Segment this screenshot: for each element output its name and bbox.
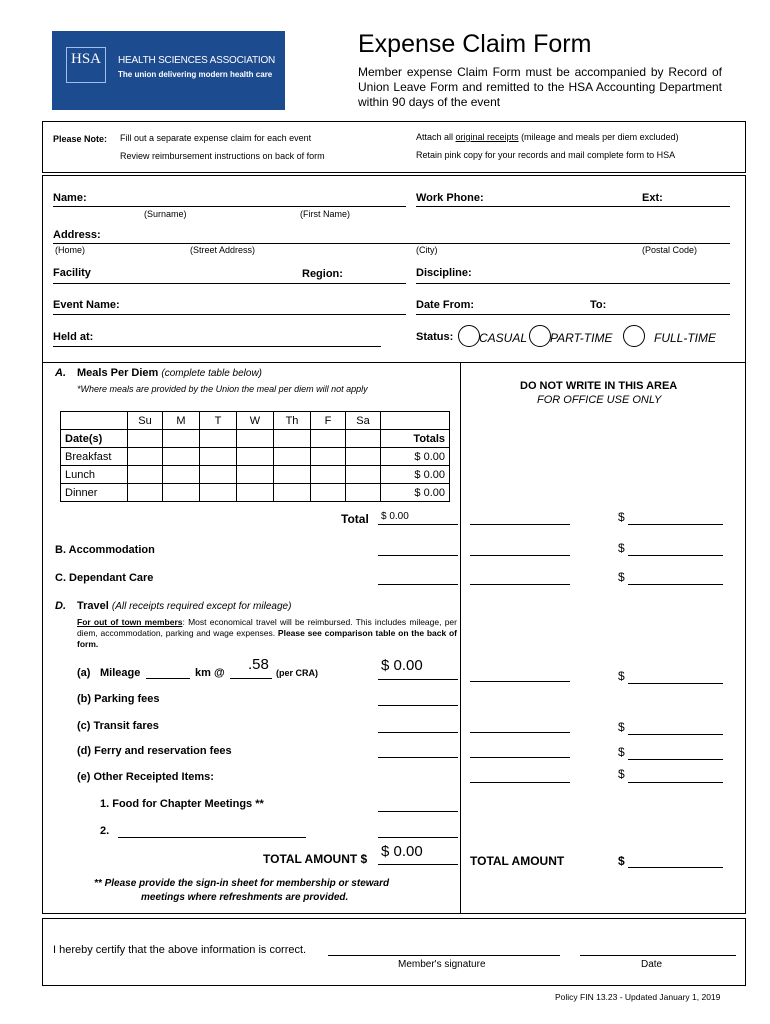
- office-warning: DO NOT WRITE IN THIS AREA: [520, 380, 678, 392]
- office-mileage-dollar: $: [618, 669, 625, 683]
- meal-cell[interactable]: [128, 484, 163, 502]
- office-total-label: TOTAL AMOUNT: [470, 854, 565, 868]
- meals-footnote: *Where meals are provided by the Union the meal per diem will not apply: [77, 384, 368, 394]
- meal-cell[interactable]: [274, 484, 311, 502]
- day-sa: Sa: [346, 412, 381, 430]
- item-two-description[interactable]: [120, 822, 308, 838]
- total-amount-line: [378, 864, 458, 865]
- office-a-dollar: $: [618, 510, 625, 524]
- food-amount[interactable]: [380, 796, 460, 812]
- day-f: F: [311, 412, 346, 430]
- ferry-label: (d) Ferry and reservation fees: [77, 745, 232, 757]
- home-caption: (Home): [55, 245, 86, 255]
- meals-table: [60, 411, 450, 502]
- transit-line: [378, 732, 458, 733]
- mileage-rate: .58: [248, 656, 269, 673]
- facility-line: [53, 283, 406, 284]
- facility-label: Facility: [53, 267, 91, 279]
- meal-cell[interactable]: [237, 466, 274, 484]
- office-other-amount-line: [628, 782, 723, 783]
- mileage-amount-line: [378, 679, 458, 680]
- day-m: M: [163, 412, 200, 430]
- notes-left-2: Review reimbursement instructions on back of form: [120, 151, 325, 161]
- total-amount-label: TOTAL AMOUNT $: [263, 852, 368, 866]
- meals-total-label: Total: [341, 512, 369, 526]
- meal-cell[interactable]: [200, 448, 237, 466]
- address-label: Address:: [53, 229, 101, 241]
- notes-right-1-pre: Attach all: [416, 132, 456, 142]
- office-transit-line: [470, 732, 570, 733]
- section-d-heading: [77, 600, 291, 612]
- to-label: To:: [590, 299, 607, 311]
- notes-left-1: Fill out a separate expense claim for each event: [120, 133, 312, 143]
- mileage-km-field[interactable]: [148, 666, 192, 682]
- office-transit-dollar: $: [618, 720, 625, 734]
- totals-label: Totals: [381, 430, 450, 448]
- travel-paragraph: [77, 617, 457, 650]
- date-caption: Date: [641, 959, 663, 970]
- date-cell[interactable]: [274, 430, 311, 448]
- parking-line: [378, 705, 458, 706]
- notes-right-2: Retain pink copy for your records and mail complete form to HSA: [416, 150, 676, 160]
- discipline-label: Discipline:: [416, 267, 472, 279]
- name-label: Name:: [53, 192, 87, 204]
- per-cra-label: (per CRA): [276, 668, 318, 678]
- meals-dates-row: [61, 430, 450, 448]
- item-two-desc-line: [118, 837, 306, 838]
- item-two-label: 2.: [100, 825, 110, 837]
- work-phone-line: [416, 206, 730, 207]
- region-field[interactable]: [350, 268, 410, 284]
- meal-label: Lunch: [61, 466, 128, 484]
- meal-cell[interactable]: [274, 448, 311, 466]
- hsa-logo: [52, 31, 285, 110]
- parking-label: (b) Parking fees: [77, 693, 160, 705]
- day-th: Th: [274, 412, 311, 430]
- date-cell[interactable]: [237, 430, 274, 448]
- section-c-label: C. Dependant Care: [55, 572, 154, 584]
- details-divider: [43, 362, 745, 363]
- postal-caption: (Postal Code): [642, 245, 698, 255]
- travel-paragraph-body: : Most economical travel will be reimbursed. This includes mileage, per diem, accommodation, parking and wage expenses.: [77, 617, 457, 638]
- office-use-only: FOR OFFICE USE ONLY: [537, 394, 662, 406]
- day-w: W: [237, 412, 274, 430]
- section-d-letter: D.: [55, 600, 66, 612]
- office-ferry-dollar: $: [618, 745, 625, 759]
- discipline-field[interactable]: [480, 268, 732, 284]
- mileage-km-line: [146, 678, 190, 679]
- footnote-stars: **: [94, 878, 102, 889]
- meal-cell[interactable]: [311, 448, 346, 466]
- meal-cell[interactable]: [311, 466, 346, 484]
- meals-row-breakfast: [61, 448, 450, 466]
- column-divider: [460, 363, 461, 913]
- status-casual-label: CASUAL: [479, 331, 528, 345]
- meal-total: $ 0.00: [381, 466, 450, 484]
- office-ferry-amount-line: [628, 759, 723, 760]
- meal-total: $ 0.00: [381, 484, 450, 502]
- meal-cell[interactable]: [237, 484, 274, 502]
- signature-line[interactable]: [328, 955, 560, 956]
- meal-cell[interactable]: [274, 466, 311, 484]
- meals-row-lunch: [61, 466, 450, 484]
- item-two-amount-line: [378, 837, 458, 838]
- work-phone-label: Work Phone:: [416, 192, 484, 204]
- meal-cell[interactable]: [200, 484, 237, 502]
- meals-days-row: [61, 412, 450, 430]
- date-cell[interactable]: [163, 430, 200, 448]
- logo-mark: HSA: [66, 47, 106, 83]
- office-ferry-line: [470, 757, 570, 758]
- section-b-label: B. Accommodation: [55, 544, 155, 556]
- meal-cell[interactable]: [128, 448, 163, 466]
- mileage-rate-line: [230, 678, 272, 679]
- footnote-line1: [94, 878, 389, 889]
- meal-cell[interactable]: [311, 484, 346, 502]
- office-a-line: [470, 524, 570, 525]
- surname-caption: (Surname): [144, 209, 187, 219]
- office-mileage-amount-line: [628, 683, 723, 684]
- days-corner-cell: [61, 412, 128, 430]
- other-items-label: (e) Other Receipted Items:: [77, 771, 214, 783]
- accommodation-line: [378, 555, 458, 556]
- meal-cell[interactable]: [346, 466, 381, 484]
- meal-cell[interactable]: [346, 484, 381, 502]
- logo-line2: The union delivering modern health care: [118, 70, 273, 79]
- transit-label: (c) Transit fares: [77, 720, 159, 732]
- notes-label: Please Note:: [53, 134, 108, 144]
- office-a-amount-line: [628, 524, 723, 525]
- total-amount-value: $ 0.00: [381, 843, 423, 860]
- discipline-line: [416, 283, 730, 284]
- held-at-label: Held at:: [53, 331, 94, 343]
- notes-right-1-underlined: original receipts: [455, 132, 519, 142]
- ferry-line: [378, 757, 458, 758]
- status-full-time-radio[interactable]: [623, 325, 645, 347]
- event-name-line: [53, 314, 406, 315]
- office-transit-amount-line: [628, 734, 723, 735]
- item-two-amount[interactable]: [380, 822, 460, 838]
- header-description: Member expense Claim Form must be accompanied by Record of Union Leave Form and remitted to the HSA Accounting Department within 90 days of the event: [358, 65, 722, 109]
- city-caption: (City): [416, 245, 438, 255]
- region-label: Region:: [302, 268, 343, 280]
- signature-caption: Member's signature: [398, 959, 486, 970]
- travel-paragraph-bold: Please see comparison table on the back of form.: [77, 628, 457, 649]
- office-c-dollar: $: [618, 570, 625, 584]
- notes-right-1: [416, 132, 679, 142]
- status-casual-radio[interactable]: [458, 325, 480, 347]
- policy-footer: Policy FIN 13.23 - Updated January 1, 2019: [555, 992, 721, 1002]
- mileage-amount: $ 0.00: [381, 657, 423, 674]
- status-full-time-label: FULL-TIME: [654, 331, 717, 345]
- date-cell[interactable]: [200, 430, 237, 448]
- food-label: 1. Food for Chapter Meetings **: [100, 798, 264, 810]
- logo-line1: HEALTH SCIENCES ASSOCIATION: [118, 55, 276, 66]
- notes-box: [42, 121, 746, 173]
- office-mileage-line: [470, 681, 570, 682]
- office-b-dollar: $: [618, 541, 625, 555]
- meals-row-dinner: [61, 484, 450, 502]
- meal-cell[interactable]: [346, 448, 381, 466]
- section-d-title: Travel: [77, 600, 109, 612]
- office-c-line: [470, 584, 570, 585]
- section-a-title: Meals Per Diem: [77, 367, 159, 379]
- event-name-label: Event Name:: [53, 299, 120, 311]
- date-cell[interactable]: [128, 430, 163, 448]
- first-name-caption: (First Name): [300, 209, 350, 219]
- street-caption: (Street Address): [190, 245, 256, 255]
- food-line: [378, 811, 458, 812]
- office-c-amount-line: [628, 584, 723, 585]
- notes-right-1-post: (mileage and meals per diem excluded): [518, 132, 679, 142]
- meal-label: Breakfast: [61, 448, 128, 466]
- office-other-line: [470, 782, 570, 783]
- day-t: T: [200, 412, 237, 430]
- date-from-label: Date From:: [416, 299, 475, 311]
- section-a-letter: A.: [55, 367, 66, 379]
- meals-total-line: [378, 524, 458, 525]
- km-label: km @: [195, 667, 225, 679]
- status-part-time-radio[interactable]: [529, 325, 551, 347]
- footnote-line2: meetings where refreshments are provided.: [141, 892, 349, 903]
- date-cell[interactable]: [346, 430, 381, 448]
- dependant-care-amount[interactable]: [380, 569, 460, 585]
- meal-cell[interactable]: [128, 466, 163, 484]
- date-cell[interactable]: [311, 430, 346, 448]
- meal-label: Dinner: [61, 484, 128, 502]
- page-title: Expense Claim Form: [358, 30, 592, 58]
- meal-cell[interactable]: [163, 484, 200, 502]
- mileage-letter: (a): [77, 667, 91, 679]
- date-line[interactable]: [580, 955, 736, 956]
- meal-cell[interactable]: [163, 466, 200, 484]
- mileage-label: Mileage: [100, 667, 141, 679]
- meal-cell[interactable]: [200, 466, 237, 484]
- name-line: [53, 206, 406, 207]
- dates-label: Date(s): [61, 430, 128, 448]
- meal-total: $ 0.00: [381, 448, 450, 466]
- office-b-amount-line: [628, 555, 723, 556]
- totals-corner-cell: [381, 412, 450, 430]
- status-part-time-label: PART-TIME: [550, 331, 613, 345]
- dependant-care-line: [378, 584, 458, 585]
- section-a-heading: [77, 367, 262, 379]
- section-a-note: (complete table below): [161, 368, 262, 379]
- meals-total-value: $ 0.00: [381, 511, 409, 522]
- facility-field[interactable]: [100, 268, 294, 284]
- footnote-text-1: Please provide the sign-in sheet for membership or steward: [104, 878, 390, 889]
- office-total-dollar: $: [618, 854, 625, 868]
- held-at-line: [53, 346, 381, 347]
- travel-paragraph-lead: For out of town members: [77, 617, 183, 627]
- certify-text: I hereby certify that the above information is correct.: [53, 944, 307, 956]
- section-d-note: (All receipts required except for mileage): [111, 601, 292, 612]
- status-label: Status:: [416, 331, 454, 343]
- address-line: [53, 243, 730, 244]
- meal-cell[interactable]: [237, 448, 274, 466]
- office-b-line: [470, 555, 570, 556]
- dates-line: [416, 314, 730, 315]
- ext-label: Ext:: [642, 192, 663, 204]
- office-total-amount-line: [628, 867, 723, 868]
- meal-cell[interactable]: [163, 448, 200, 466]
- day-su: Su: [128, 412, 163, 430]
- office-other-dollar: $: [618, 767, 625, 781]
